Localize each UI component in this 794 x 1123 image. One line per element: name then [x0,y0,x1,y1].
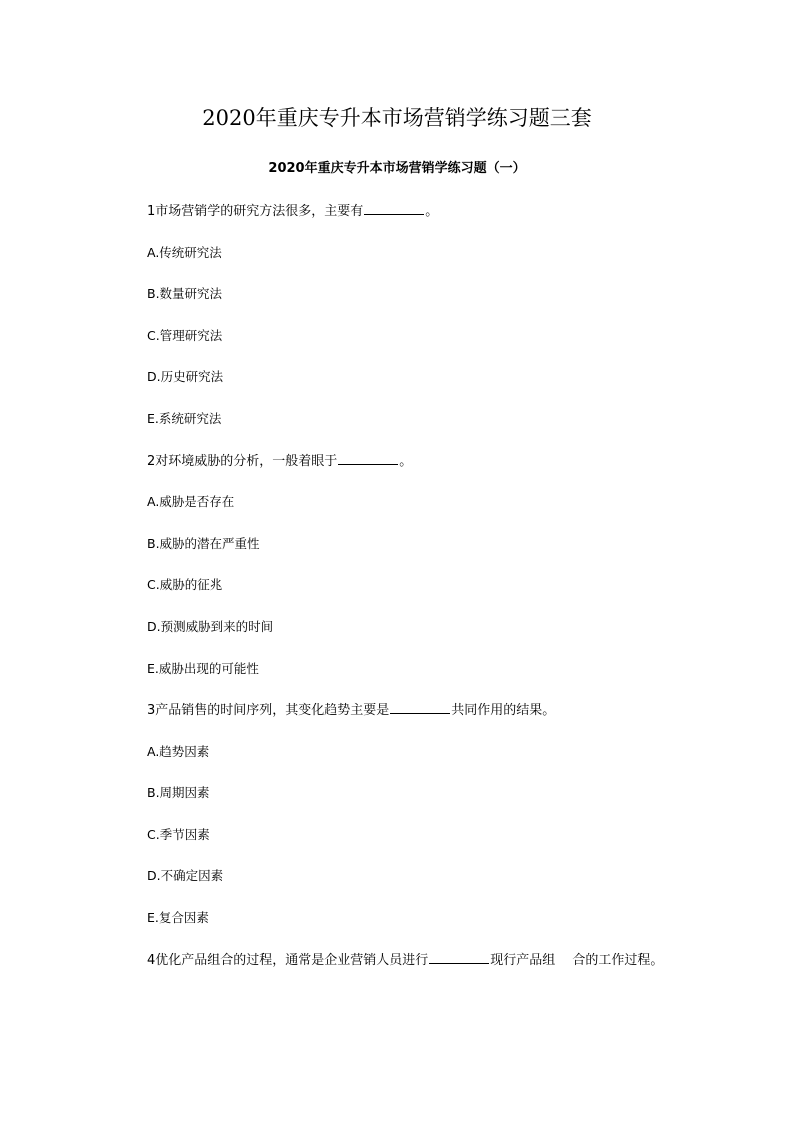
q1-option-d: D.历史研究法 [147,369,224,384]
q3-option-d: D.不确定因素 [147,868,224,883]
q3-option-a: A.趋势因素 [147,744,210,759]
question-2-stem [147,452,412,471]
q1-option-b: B.数量研究法 [147,286,223,301]
q1-option-e: E.系统研究法 [147,411,222,426]
q3-option-c: C.季节因素 [147,827,210,842]
q2-option-c: C.威胁的征兆 [147,577,223,592]
q2-option-a: A.威胁是否存在 [147,494,235,509]
question-stem-text: 。 [399,454,413,469]
answer-blank [429,951,489,964]
q3-option-b: B.周期因素 [147,785,210,800]
q3-option-e: E.复合因素 [147,910,209,925]
question-stem-text: 共同作用的结果。 [451,703,556,718]
q2-option-e: E.威胁出现的可能性 [147,661,259,676]
question-3-stem [147,701,555,720]
document-title: 2020年重庆专升本市场营销学练习题三套 [202,106,592,130]
question-stem-text: 现行产品组 合的工作过程。 [490,953,664,968]
question-4-stem [119,951,689,971]
answer-blank [390,701,450,714]
q2-option-b: B.威胁的潜在严重性 [147,536,260,551]
q1-option-c: C.管理研究法 [147,328,223,343]
question-1-stem [147,202,438,221]
question-stem-text: 1市场营销学的研究方法很多，主要有 [147,204,364,219]
question-stem-text: 3产品销售的时间序列，其变化趋势主要是 [147,703,390,718]
answer-blank [338,452,398,465]
answer-blank [364,202,424,215]
q1-option-a: A.传统研究法 [147,245,222,260]
section-subtitle: 2020年重庆专升本市场营销学练习题（一） [268,161,526,176]
question-stem-text: 。 [425,204,439,219]
question-stem-text: 2对环境威胁的分析，一般着眼于 [147,454,338,469]
question-stem-text: 4优化产品组合的过程，通常是企业营销人员进行 [147,953,429,968]
q2-option-d: D.预测威胁到来的时间 [147,619,274,634]
